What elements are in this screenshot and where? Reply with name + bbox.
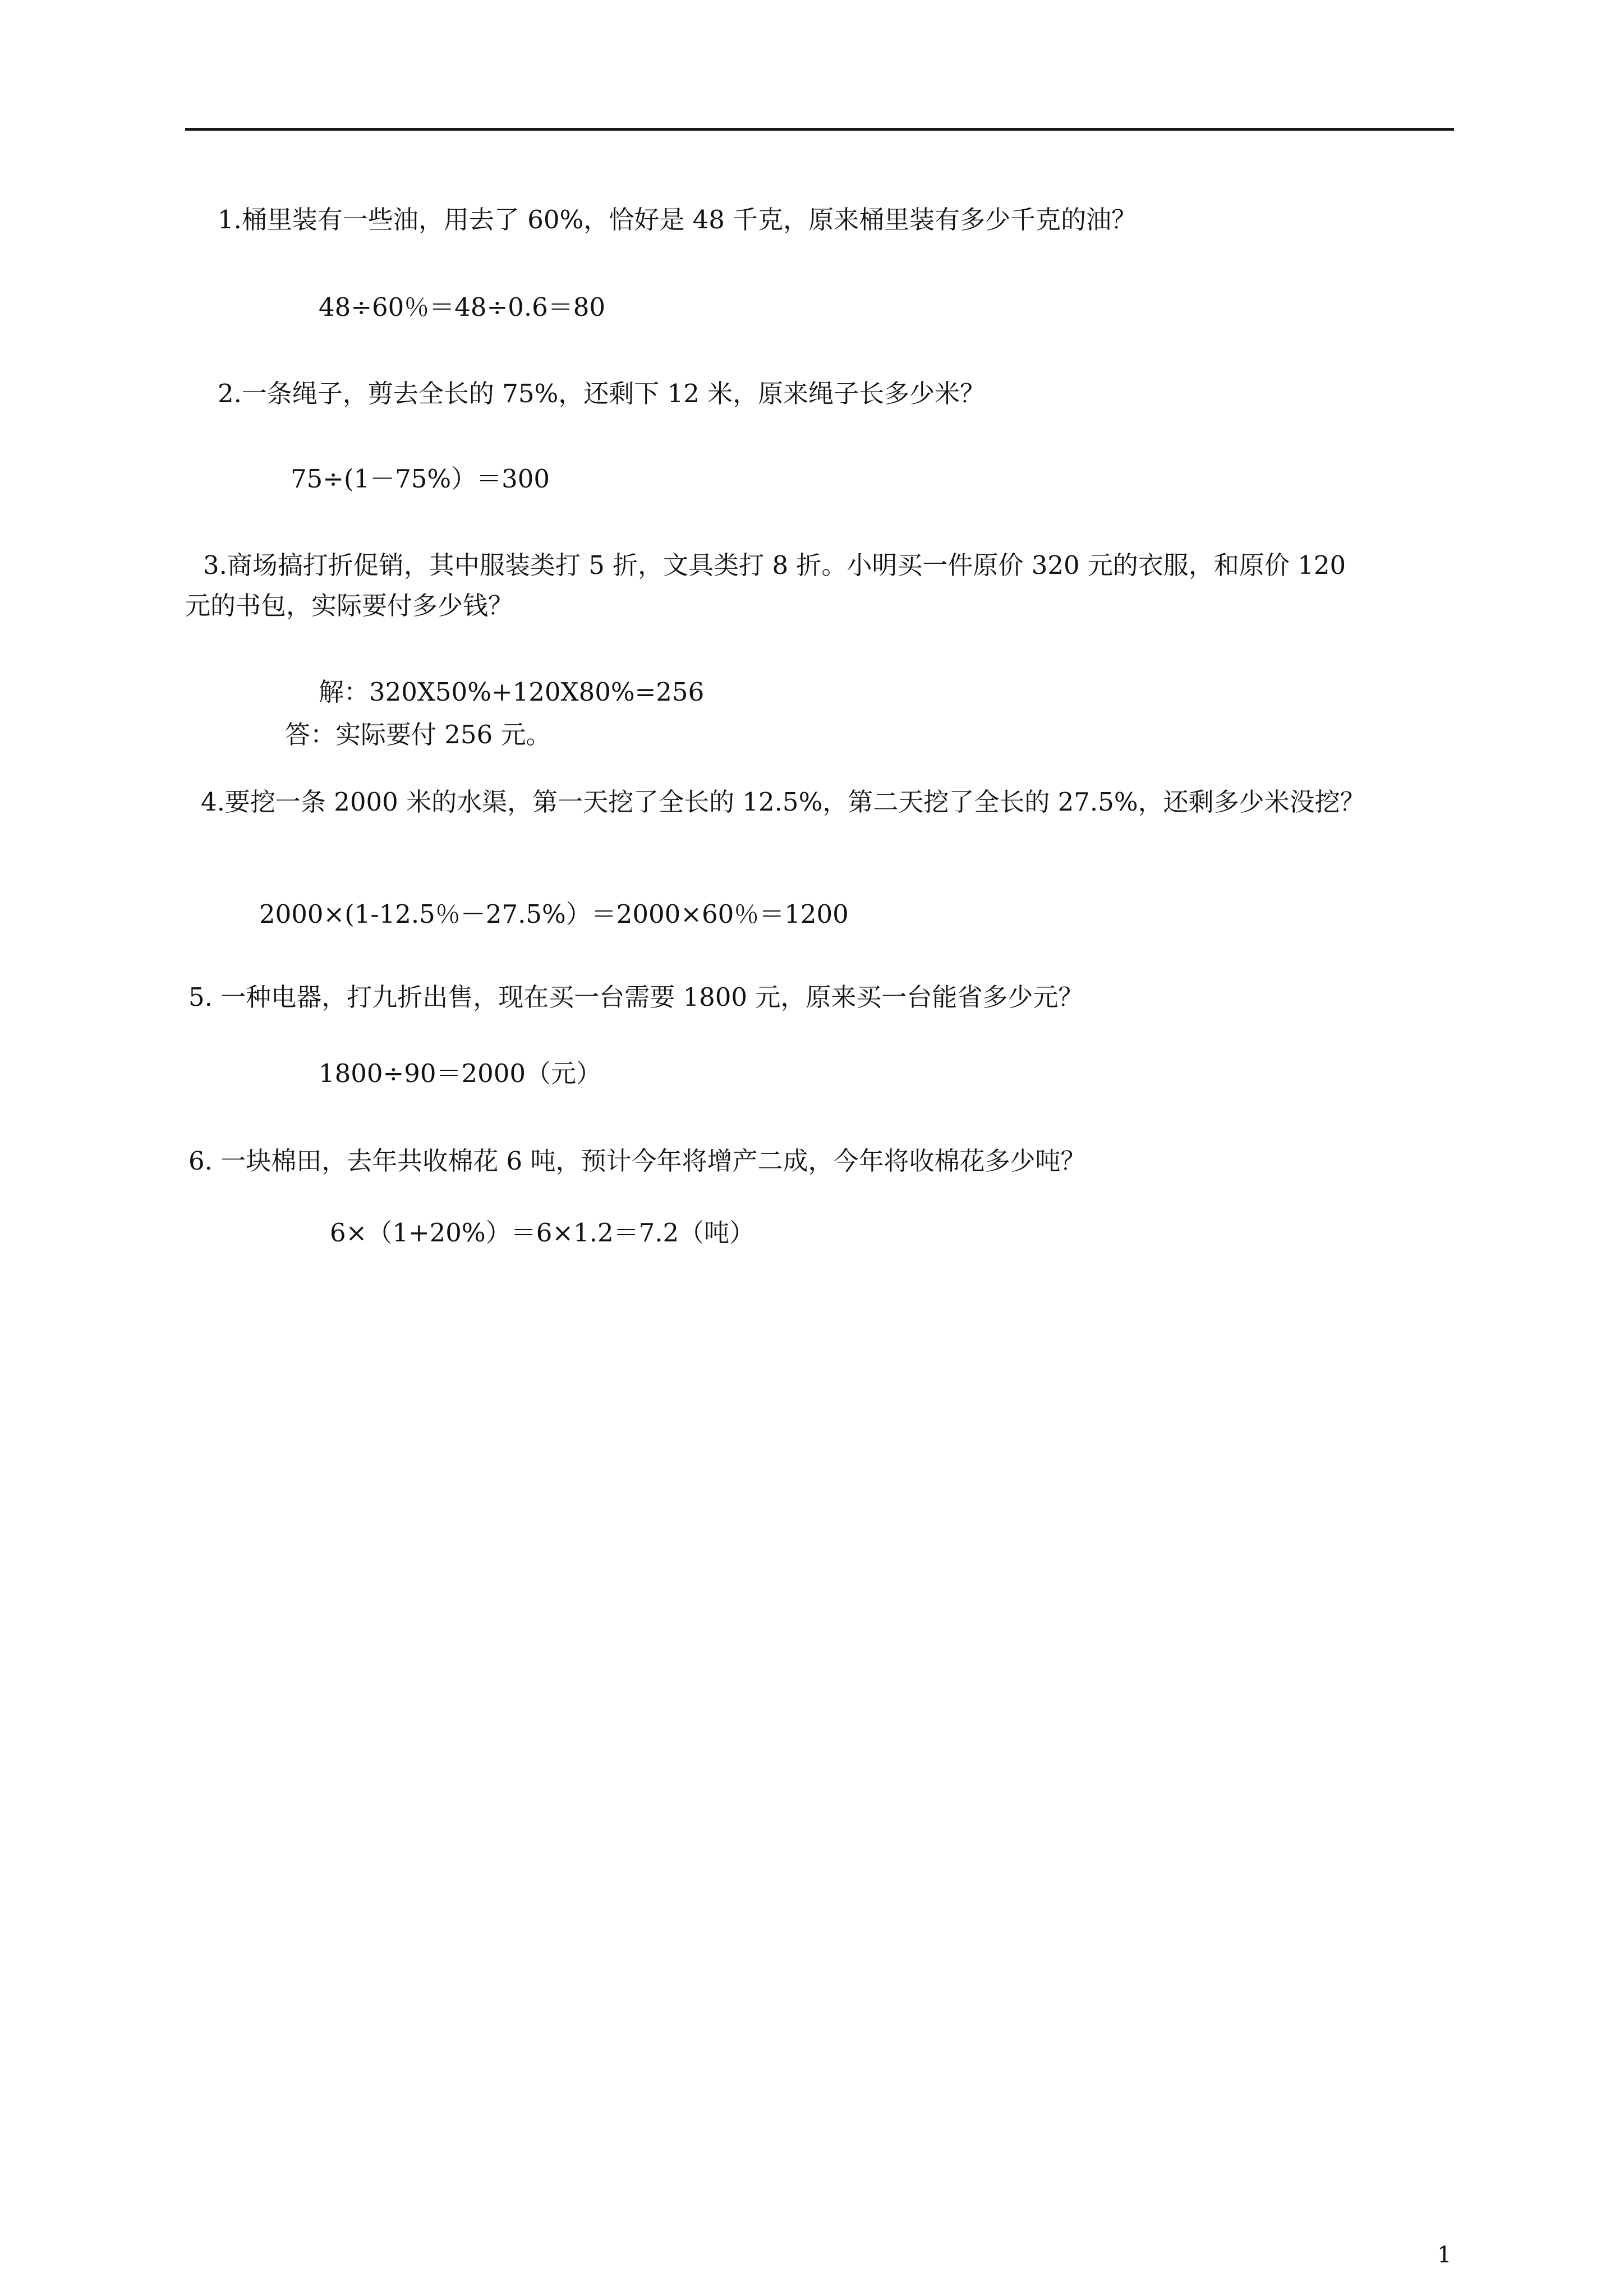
problem-4-question: 4.要挖一条 2000 米的水渠，第一天挖了全长的 12.5%，第二天挖了全长的 27.5%，还剩多少米没挖？ <box>201 787 1365 817</box>
problem-2-question: 2.一条绳子，剪去全长的 75%，还剩下 12 米，原来绳子长多少米？ <box>218 379 986 408</box>
problem-3-answer: 答：实际要付 256 元。 <box>285 720 551 749</box>
problem-6-question: 6. 一块棉田，去年共收棉花 6 吨，预计今年将增产二成，今年将收棉花多少吨？ <box>188 1146 1086 1176</box>
problem-5-question: 5. 一种电器，打九折出售，现在买一台需要 1800 元，原来买一台能省多少元？ <box>188 982 1084 1012</box>
page-number: 1 <box>1437 2242 1452 2268</box>
problem-2-answer: 75÷(1－75%）＝300 <box>291 464 550 494</box>
problem-4-answer: 2000×(1-12.5％－27.5%）＝2000×60％＝1200 <box>259 899 849 929</box>
problem-6-answer: 6×（1+20%）＝6×1.2＝7.2（吨） <box>330 1218 755 1248</box>
problem-3-solution: 解：320X50%+120X80%=256 <box>319 677 705 707</box>
problem-3-question-line-2: 元的书包，实际要付多少钱？ <box>185 591 514 620</box>
problem-1-answer: 48÷60％＝48÷0.6＝80 <box>319 292 606 322</box>
problem-3-question-line-1: 3.商场搞打折促销，其中服装类打 5 折，文具类打 8 折。小明买一件原价 320 元的衣服，和原价 120 <box>203 550 1346 580</box>
header-rule <box>185 128 1454 131</box>
problem-1-question: 1.桶里装有一些油，用去了 60%，恰好是 48 千克，原来桶里装有多少千克的油？ <box>218 205 1137 234</box>
problem-5-answer: 1800÷90＝2000（元） <box>319 1059 602 1088</box>
